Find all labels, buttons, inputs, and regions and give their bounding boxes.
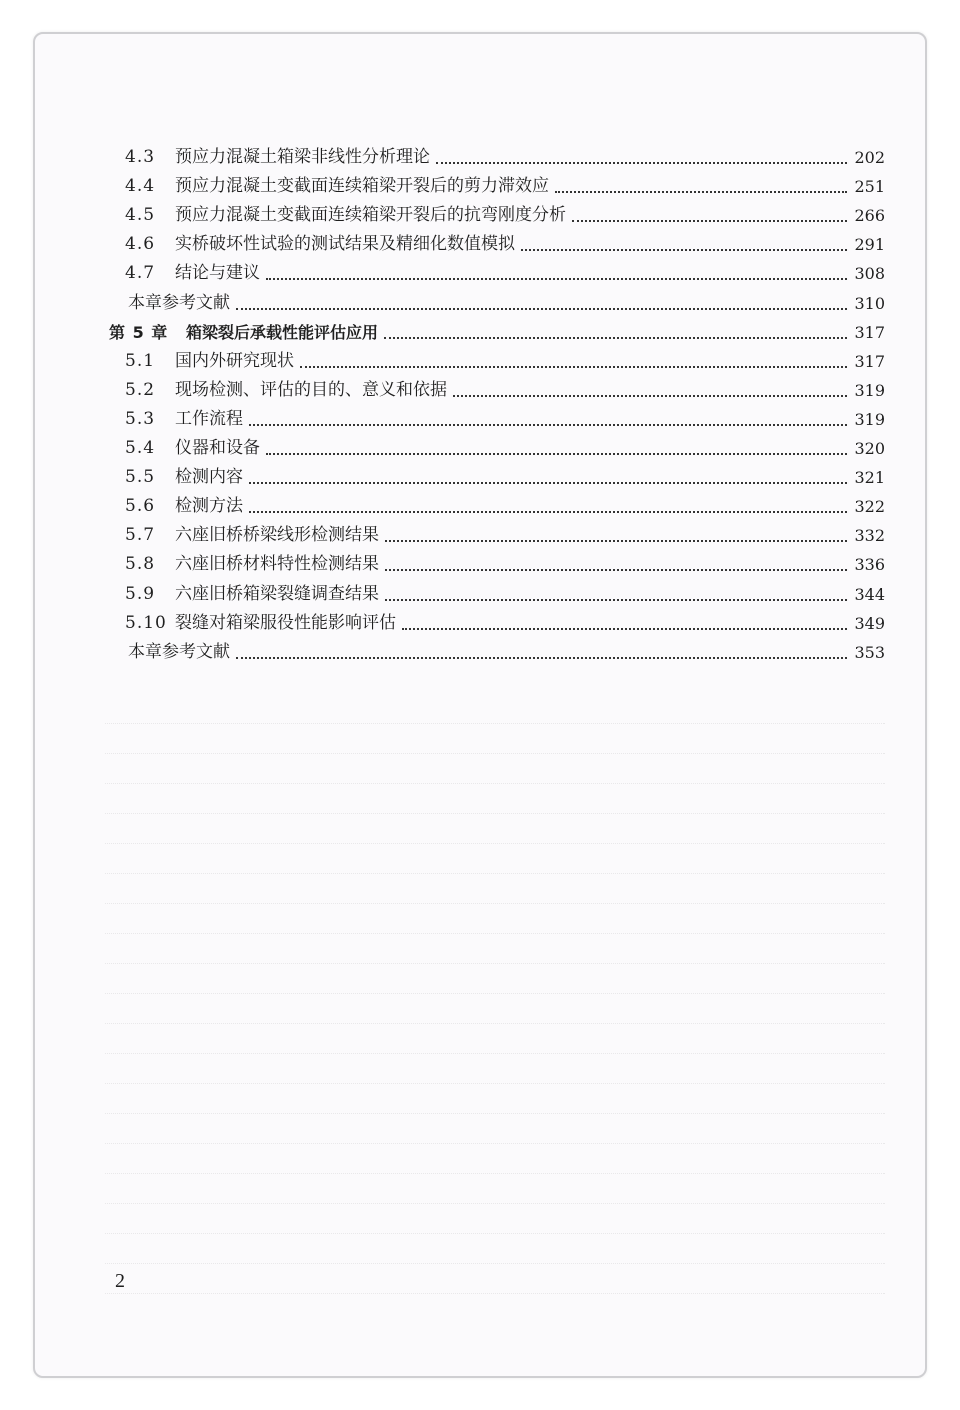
toc-entry-number: 4.4 bbox=[125, 176, 156, 197]
toc-leader-dots bbox=[236, 657, 847, 659]
toc-entry-title: 预应力混凝土箱梁非线性分析理论 bbox=[175, 147, 430, 167]
toc-entry-title: 现场检测、评估的目的、意义和依据 bbox=[175, 379, 447, 400]
toc-entry-title: 六座旧桥桥梁线形检测结果 bbox=[175, 525, 379, 546]
toc-entry bbox=[35, 463, 925, 492]
toc-leader-dots bbox=[249, 482, 847, 484]
bleed-through-text bbox=[105, 694, 885, 1294]
toc-leader-dots bbox=[236, 308, 847, 310]
toc-leader-dots bbox=[453, 395, 847, 397]
toc-entry-page: 349 bbox=[854, 613, 885, 633]
toc-entry-page: 291 bbox=[854, 235, 885, 255]
toc-leader-dots bbox=[572, 220, 847, 222]
toc-leader-dots bbox=[249, 424, 847, 426]
toc-entry-page: 310 bbox=[854, 293, 885, 313]
toc-chapter-entry bbox=[35, 318, 925, 347]
toc-entry-page: 332 bbox=[854, 526, 885, 546]
toc-entry-page: 344 bbox=[854, 584, 885, 604]
toc-references-entry bbox=[35, 289, 925, 318]
toc-entry-number: 4.5 bbox=[125, 205, 156, 226]
toc-references-entry bbox=[35, 638, 925, 667]
toc-entry-page: 317 bbox=[854, 351, 885, 371]
toc-leader-dots bbox=[385, 599, 847, 601]
toc-entry-title: 仪器和设备 bbox=[175, 438, 260, 458]
toc-entry-number: 5.2 bbox=[125, 379, 156, 400]
toc-entry-title: 箱梁裂后承载性能评估应用 bbox=[186, 322, 379, 342]
toc-entry-page: 320 bbox=[854, 439, 885, 458]
toc-entry-title: 工作流程 bbox=[175, 408, 243, 429]
toc-entry-title: 裂缝对箱梁服役性能影响评估 bbox=[175, 612, 396, 633]
toc-entry bbox=[35, 580, 925, 609]
toc-entry-number: 5.5 bbox=[125, 467, 156, 488]
toc-entry-title: 本章参考文献 bbox=[128, 292, 230, 313]
toc-leader-dots bbox=[249, 511, 847, 513]
toc-entry-title: 检测内容 bbox=[175, 467, 243, 488]
toc-leader-dots bbox=[266, 278, 847, 280]
toc-leader-dots bbox=[385, 569, 847, 571]
toc-entry-number: 4.3 bbox=[125, 147, 156, 167]
book-page bbox=[33, 32, 927, 1378]
toc-entry-page: 308 bbox=[854, 264, 885, 284]
toc-entry bbox=[35, 492, 925, 521]
toc-entry bbox=[35, 347, 925, 376]
toc-entry-title: 六座旧桥材料特性检测结果 bbox=[175, 554, 379, 575]
toc-entry bbox=[35, 550, 925, 579]
toc-entry bbox=[35, 172, 925, 201]
toc-entry bbox=[35, 609, 925, 638]
toc-leader-dots bbox=[555, 191, 847, 193]
toc-entry-number: 5.6 bbox=[125, 496, 156, 517]
toc-leader-dots bbox=[436, 162, 847, 164]
toc-entry-number: 5.7 bbox=[125, 525, 156, 546]
toc-entry-number: 第 5 章 bbox=[109, 322, 169, 342]
toc-entry-number: 5.10 bbox=[125, 612, 167, 633]
toc-entry-page: 319 bbox=[854, 380, 885, 400]
toc-entry-page: 319 bbox=[854, 409, 885, 429]
toc-entry-title: 结论与建议 bbox=[175, 263, 260, 284]
toc-leader-dots bbox=[385, 540, 847, 542]
toc-leader-dots bbox=[384, 337, 847, 339]
toc-entry-number: 5.1 bbox=[125, 350, 156, 371]
toc-entry-number: 4.6 bbox=[125, 234, 156, 255]
toc-entry-page: 251 bbox=[854, 177, 885, 197]
toc-entry-page: 266 bbox=[854, 206, 885, 226]
toc-entry bbox=[35, 405, 925, 434]
toc-leader-dots bbox=[521, 249, 847, 251]
toc-leader-dots bbox=[266, 453, 847, 455]
toc-entry-page: 317 bbox=[854, 322, 885, 342]
toc-entry-page: 336 bbox=[854, 555, 885, 575]
toc-entry bbox=[35, 230, 925, 259]
page-number: 2 bbox=[115, 1270, 125, 1292]
toc-entry-page: 353 bbox=[854, 642, 885, 662]
toc-entry bbox=[35, 434, 925, 463]
toc-entry-title: 实桥破坏性试验的测试结果及精细化数值模拟 bbox=[175, 234, 515, 255]
toc-leader-dots bbox=[300, 366, 847, 368]
toc-leader-dots bbox=[402, 628, 847, 630]
toc-entry-title: 国内外研究现状 bbox=[175, 350, 294, 371]
toc-entry-number: 5.3 bbox=[125, 408, 156, 429]
toc-entry-title: 检测方法 bbox=[175, 496, 243, 517]
toc-entry-title: 预应力混凝土变截面连续箱梁开裂后的剪力滞效应 bbox=[175, 176, 549, 197]
toc-entry-number: 5.8 bbox=[125, 554, 156, 575]
toc-entry bbox=[35, 201, 925, 230]
toc-entry bbox=[35, 521, 925, 550]
toc-entry-page: 321 bbox=[854, 468, 885, 488]
toc-entry-title: 本章参考文献 bbox=[128, 641, 230, 662]
toc-entry-title: 预应力混凝土变截面连续箱梁开裂后的抗弯刚度分析 bbox=[175, 205, 566, 226]
toc-entry-number: 4.7 bbox=[125, 263, 156, 284]
toc-entry-page: 202 bbox=[854, 148, 885, 167]
toc-entry bbox=[35, 376, 925, 405]
toc-entry bbox=[35, 259, 925, 288]
toc-entry-number: 5.4 bbox=[125, 438, 156, 458]
toc-entry bbox=[35, 143, 925, 172]
toc-entry-title: 六座旧桥箱梁裂缝调查结果 bbox=[175, 583, 379, 604]
toc-entry-number: 5.9 bbox=[125, 583, 156, 604]
toc-entry-page: 322 bbox=[854, 497, 885, 517]
